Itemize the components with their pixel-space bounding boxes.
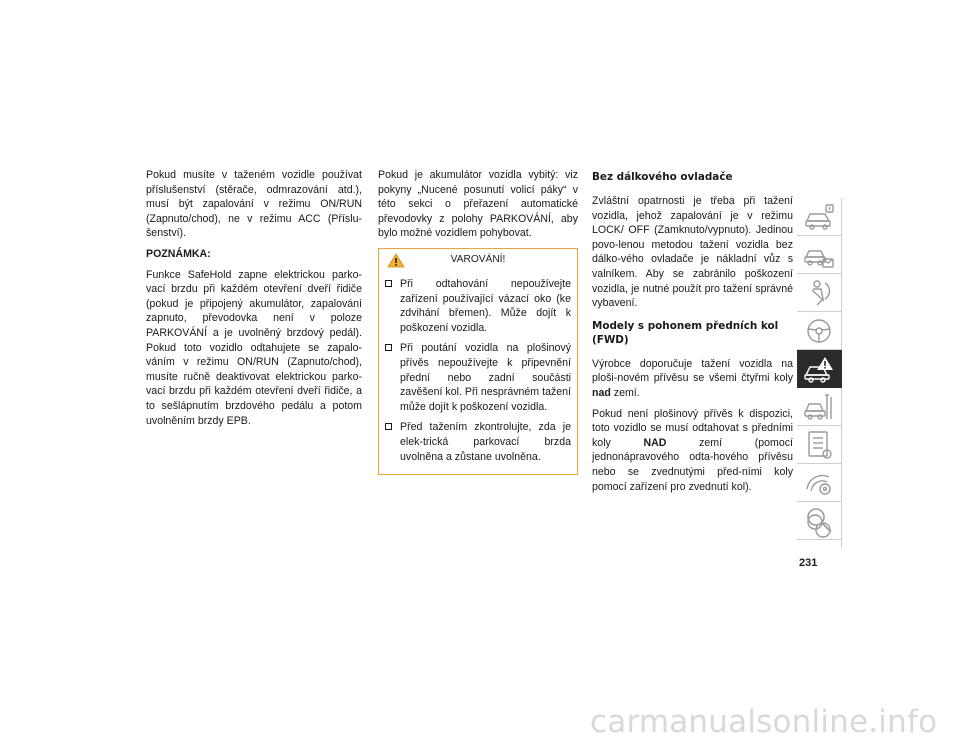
warning-header (385, 249, 571, 271)
section-heading: Bez dálkového ovladače (592, 171, 733, 183)
battery-paragraph: Pokud je akumulátor vozidla vybitý: viz pokyny „Nucené posunutí volicí páky“ v této sekci o přeřazení automatické převodovky z polohy PARKOVÁNÍ, aby bylo možné vozidlem pohybovat. (378, 169, 578, 240)
checkbox-bullet-icon (385, 344, 392, 351)
emphasis-text: NAD (643, 436, 667, 449)
no-key-paragraph: Zvláštní opatrnosti je třeba při tažení vozidla, jehož zapalování je v režimu LOCK/ OFF (Zamknuto/vypnuto). Jedinou povo-lenou metodou tažení vozidla bez dálko-vého ovladače je nákladní vůz s valníkem. Aby se zabránilo poškození vozidla, je nutné použít pro tažení správné vybavení. (592, 195, 793, 310)
car-info-icon (803, 201, 835, 233)
note-title: POZNÁMKA: (146, 247, 211, 260)
subsection-heading: Modely s pohonem předních kol (FWD) (592, 319, 779, 346)
car-service-icon (803, 391, 835, 423)
tab-specifications[interactable] (797, 426, 842, 464)
text-run: Pokud není plošinový přívěs k dispozici, toto vozidlo se musí odtahovat s předními koly (592, 407, 793, 449)
tab-safety[interactable] (797, 274, 842, 312)
warning-title: VAROVÁNÍ! (450, 253, 506, 265)
accessories-paragraph: Pokud musíte v taženém vozidle používat příslušenství (stěrače, odmrazování atd.), musí být zapalování v režimu ON/RUN (Zapnuto/chod), ne v režimu ACC (Příslu-šenství). (146, 169, 362, 240)
tab-emergency[interactable] (797, 350, 842, 388)
tab-keys[interactable] (797, 236, 842, 274)
checkbox-bullet-icon (385, 423, 392, 430)
car-keys-icon (803, 239, 835, 271)
specifications-list-icon (803, 429, 835, 461)
tab-service[interactable] (797, 388, 842, 426)
column-middle (378, 168, 578, 475)
tab-driving[interactable] (797, 312, 842, 350)
checkbox-bullet-icon (385, 280, 392, 287)
warning-item-text: Při poutání vozidla na plošinový přívěs nepoužívejte k připevnění přední nebo zadní součásti zavěšení kol. Při nesprávném tažení může dojít k poškození vozidla. (400, 342, 571, 413)
warning-box (378, 248, 578, 475)
steering-wheel-icon (803, 315, 835, 347)
warning-triangle-icon (387, 253, 405, 268)
tab-multimedia[interactable] (797, 464, 842, 502)
warning-item-text: Před tažením zkontrolujte, zda je elek-trická parkovací brzda uvolněna a zůstane uvolněna. (400, 421, 571, 463)
text-run: zemí (pomocí jednonápravového odta-hového přívěsu nebo se zvednutými před-ními koly pomocí zařízení pro zvednutí kol). (592, 436, 793, 493)
column-left (146, 168, 362, 434)
text-run: Výrobce doporučuje tažení vozidla na ploši-novém přívěsu se všemi čtyřmi koly (592, 357, 793, 385)
tab-car-info[interactable] (797, 198, 842, 236)
note-text: Funkce SafeHold zapne elektrickou parko-vací brzdu při každém otevření dveří řidiče (pokud je připojený akumulátor, zapalování zapnuto, převodovka není v poloze PARKOVÁNÍ a je uvolněný brzdový pedál). Pokud toto vozidlo odtahujete se zapalo-váním v režimu ON/RUN (Zapnuto/chod), musíte ručně deaktivovat elektrickou parko-vací brzdu při každém otevření dveří řidiče, a to sešlápnutím brzdového pedálu a potom uvolněním brzdy EPB. (146, 268, 362, 427)
chapter-tabs (797, 198, 842, 548)
towing-car-icon (803, 353, 835, 385)
fwd-paragraph (592, 357, 793, 401)
page-number: 231 (799, 557, 818, 569)
tab-languages[interactable] (797, 540, 842, 548)
text-run: zemí. (610, 386, 640, 399)
column-right (592, 168, 793, 500)
languages-icon (803, 510, 835, 542)
seat-belt-icon (803, 277, 835, 309)
warning-item (385, 341, 571, 414)
warning-item-text: Při odtahování nepoužívejte zařízení používající vázací oko (ke zdvihání břemen). Může dojít k poškození vozidla. (400, 277, 571, 334)
warning-item (385, 277, 571, 335)
warning-item (385, 420, 571, 464)
fwd-alternative-paragraph (592, 407, 793, 495)
emphasis-text: nad (592, 386, 611, 399)
multimedia-icon (803, 467, 835, 499)
watermark: carmanualsonline.info (590, 704, 938, 740)
